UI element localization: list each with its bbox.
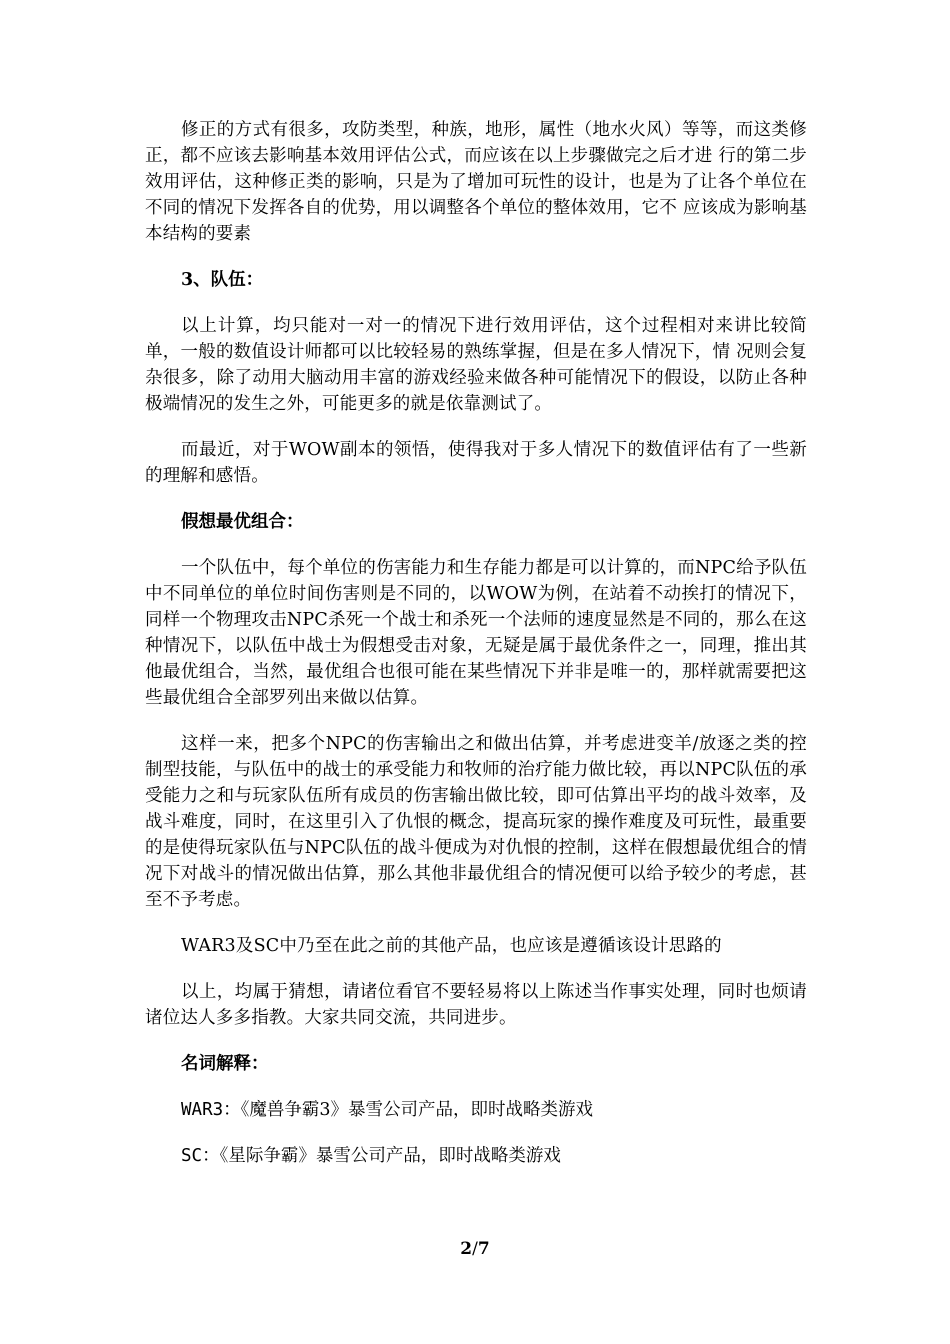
paragraph-multiplayer: 以上计算，均只能对一对一的情况下进行效用评估，这个过程相对来讲比较简单，一般的数值设计师都可以比较轻易的熟练掌握，但是在多人情况下，情 况则会复杂很多，除了动用大脑动用丰富的游戏经验来做各种可能情况下的假设，以防止各种极端情况的发生之外，可能更多的就是依靠测试了。 bbox=[145, 316, 807, 414]
glossary-entry-sc bbox=[145, 1143, 807, 1169]
glossary-definition: 《魔兽争霸3》暴雪公司产品，即时战略类游戏 bbox=[240, 1100, 594, 1120]
section-heading-team: 3、队伍： bbox=[181, 270, 264, 290]
section-heading-glossary: 名词解释： bbox=[181, 1054, 269, 1074]
paragraph-modifiers: 修正的方式有很多，攻防类型，种族，地形，属性（地水火风）等等，而这类修正，都不应该去影响基本效用评估公式，而应该在以上步骤做完之后才进 行的第二步效用评估，这种修正类的影响，只是为了增加可玩性的设计，也是为了让各个单位在不同的情况下发挥各自的优势，用以调整各个单位的整体效用，它不 应该成为影响基本结构的要素 bbox=[145, 120, 807, 244]
paragraph-wow-insight: 而最近，对于WOW副本的领悟，使得我对于多人情况下的数值评估有了一些新的理解和感悟。 bbox=[145, 440, 807, 486]
paragraph-war3-sc: WAR3及SC中乃至在此之前的其他产品，也应该是遵循该设计思路的 bbox=[181, 936, 722, 956]
glossary-definition: 《星际争霸》暴雪公司产品，即时战略类游戏 bbox=[219, 1146, 561, 1166]
paragraph-aggro-control: 这样一来，把多个NPC的伤害输出之和做出估算，并考虑进变羊/放逐之类的控制型技能，与队伍中的战士的承受能力和牧师的治疗能力做比较，再以NPC队伍的承受能力之和与玩家队伍所有成员的伤害输出做比较，即可估算出平均的战斗效率，及战斗难度，同时，在这里引入了仇恨的概念，提高玩家的操作难度及可玩性，最重要的是使得玩家队伍与NPC队伍的战斗便成为对仇恨的控制，这样在假想最优组合的情况下对战斗的情况做出估算，那么其他非最优组合的情况便可以给予较少的考虑，甚至不予考虑。 bbox=[145, 734, 807, 910]
glossary-term: SC： bbox=[181, 1146, 220, 1166]
current-page-number: 2 bbox=[460, 1239, 473, 1259]
page-number bbox=[0, 1238, 950, 1260]
total-page-count: 7 bbox=[477, 1239, 490, 1259]
glossary-term: WAR3： bbox=[181, 1100, 241, 1120]
paragraph-team-damage: 一个队伍中，每个单位的伤害能力和生存能力都是可以计算的，而NPC给予队伍中不同单位的单位时间伤害则是不同的，以WOW为例，在站着不动挨打的情况下，同样一个物理攻击NPC杀死一个战士和杀死一个法师的速度显然是不同的，那么在这种情况下，以队伍中战士为假想受击对象，无疑是属于最优条件之一，同理，推出其他最优组合，当然，最优组合也很可能在某些情况下并非是唯一的，那样就需要把这些最优组合全部罗列出来做以估算。 bbox=[145, 558, 807, 708]
document-body bbox=[145, 117, 807, 1189]
section-heading-optimal-combo: 假想最优组合： bbox=[181, 512, 304, 532]
paragraph-disclaimer: 以上，均属于猜想，请诸位看官不要轻易将以上陈述当作事实处理，同时也烦请诸位达人多多指教。大家共同交流，共同进步。 bbox=[145, 982, 807, 1028]
page-separator: / bbox=[472, 1239, 478, 1259]
glossary-entry-war3 bbox=[145, 1097, 807, 1123]
